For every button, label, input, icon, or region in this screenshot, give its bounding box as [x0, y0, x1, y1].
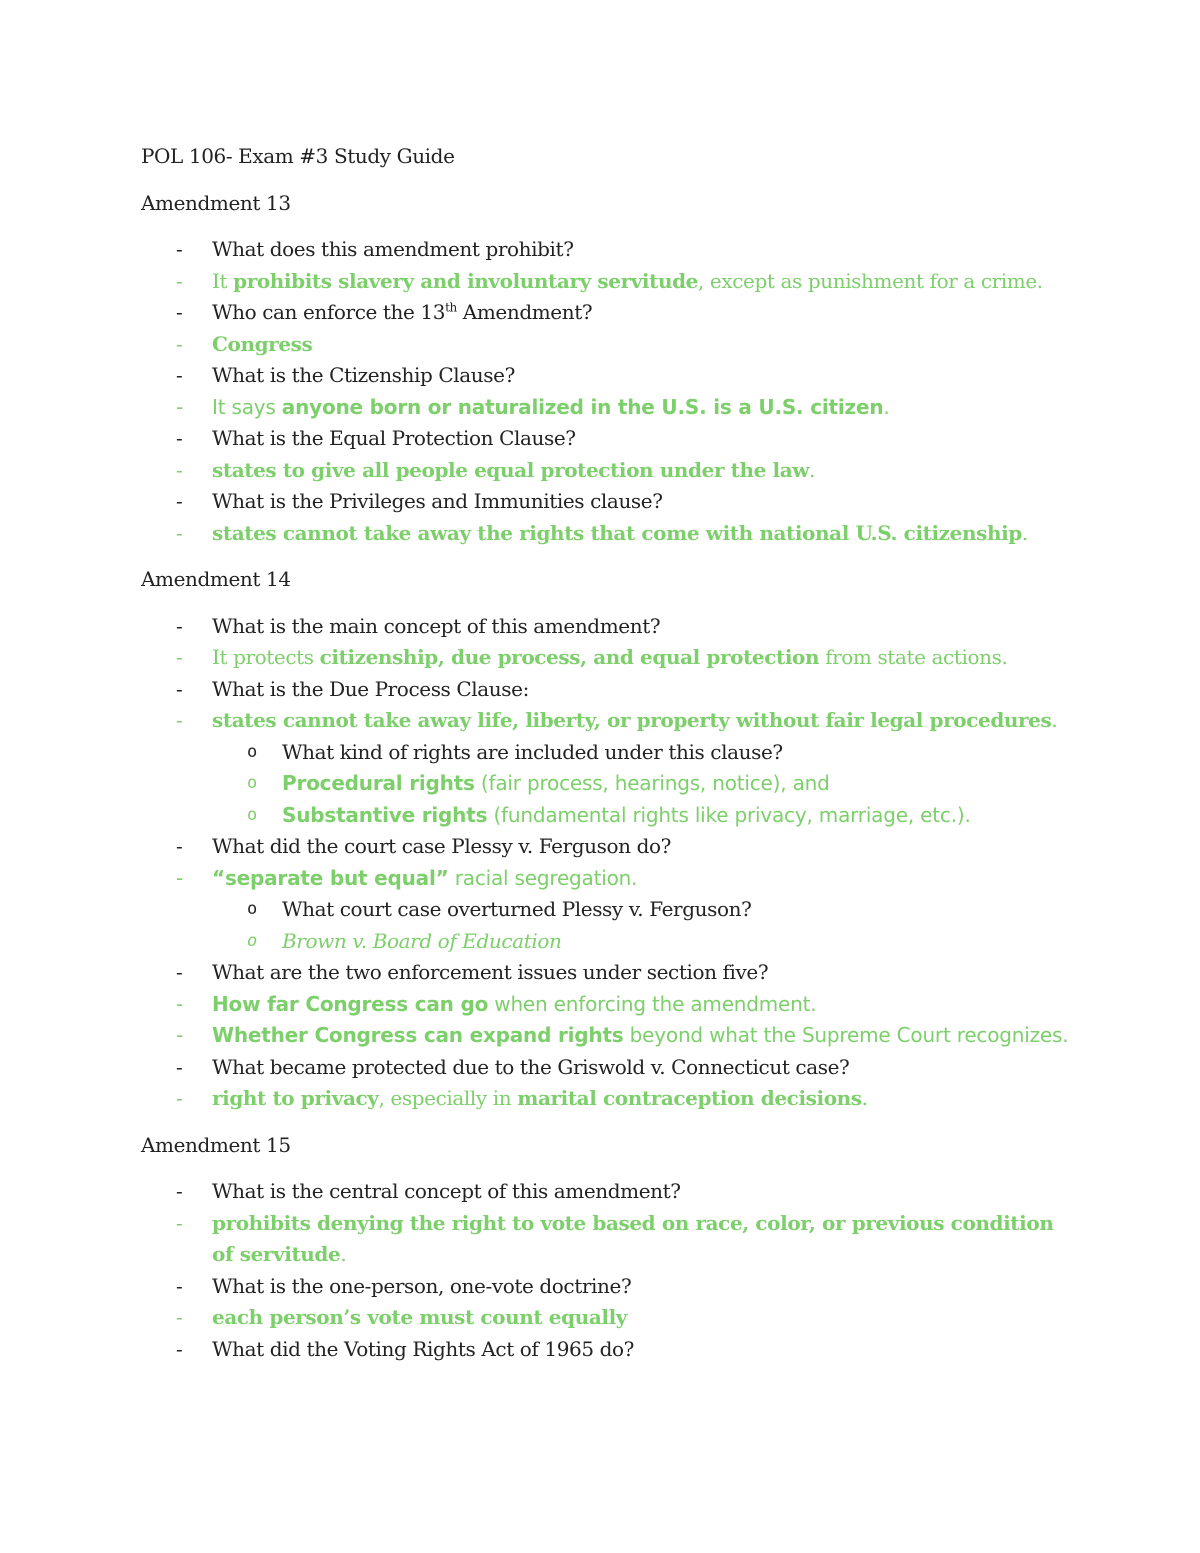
dash-bullet: -: [176, 1086, 183, 1110]
dash-bullet: -: [176, 676, 183, 701]
question-item: - What is the Privileges and Immunities clause?: [141, 486, 1071, 518]
answer-item: - states to give all people equal protection under the law.: [141, 455, 1071, 487]
circle-bullet: o: [247, 930, 257, 951]
dash-bullet: -: [176, 394, 184, 419]
dash-bullet: -: [176, 991, 184, 1016]
dash-bullet: -: [176, 1054, 183, 1079]
section-heading-amendment-13: Amendment 13: [141, 190, 291, 215]
dash-bullet: -: [176, 331, 183, 356]
sub-answer-item: o Brown v. Board of Education: [141, 926, 1071, 958]
dash-bullet: -: [176, 268, 183, 293]
dash-bullet: -: [176, 1305, 183, 1329]
answer-item: - Congress: [141, 329, 1071, 361]
dash-bullet: -: [176, 520, 183, 545]
question-item: - What are the two enforcement issues under section five?: [141, 957, 1071, 989]
section-heading-amendment-14: Amendment 14: [141, 567, 291, 591]
answer-item: - It prohibits slavery and involuntary servitude, except as punishment for a crime.: [141, 266, 1071, 298]
sub-answer-item: o Procedural rights (fair process, hearings, notice), and: [141, 768, 1071, 800]
question-item: - What did the court case Plessy v. Ferguson do?: [141, 831, 1071, 863]
question-item: - What is the Ctizenship Clause?: [141, 360, 1071, 392]
answer-item: - each person’s vote must count equally: [141, 1302, 1071, 1334]
answer-item: - How far Congress can go when enforcing the amendment.: [141, 989, 1071, 1021]
dash-bullet: -: [176, 865, 184, 890]
sub-answer-item: o Substantive rights (fundamental rights like privacy, marriage, etc.).: [141, 800, 1071, 832]
dash-bullet: -: [176, 645, 183, 669]
circle-bullet: o: [247, 773, 258, 793]
answer-item: - It says anyone born or naturalized in the U.S. is a U.S. citizen.: [141, 392, 1071, 424]
section-heading-amendment-15: Amendment 15: [141, 1132, 291, 1157]
circle-bullet: o: [247, 741, 257, 762]
dash-bullet: -: [176, 1210, 183, 1235]
section-amendment-13: [141, 234, 1071, 549]
answer-item: - right to privacy, especially in marital contraception decisions.: [141, 1083, 1071, 1115]
dash-bullet: -: [176, 1273, 183, 1298]
dash-bullet: -: [176, 300, 183, 324]
answer-item: - prohibits denying the right to vote based on race, color, or previous condition of servitude.: [141, 1208, 1071, 1271]
dash-bullet: -: [176, 363, 183, 387]
question-item: - What is the central concept of this amendment?: [141, 1176, 1071, 1208]
answer-item: - states cannot take away life, liberty, or property without fair legal procedures.: [141, 705, 1071, 737]
question-item: - What is the one-person, one-vote doctrine?: [141, 1271, 1071, 1303]
dash-bullet: -: [176, 834, 183, 858]
circle-bullet: o: [247, 899, 257, 919]
dash-bullet: -: [176, 489, 183, 513]
question-item: - What became protected due to the Griswold v. Connecticut case?: [141, 1052, 1071, 1084]
question-item: - What is the Due Process Clause:: [141, 674, 1071, 706]
study-guide: [141, 141, 1071, 1380]
question-item: - What does this amendment prohibit?: [141, 234, 1071, 266]
answer-item: - Whether Congress can expand rights beyond what the Supreme Court recognizes.: [141, 1020, 1071, 1052]
question-item: - What is the main concept of this amendment?: [141, 611, 1071, 643]
answer-item: - states cannot take away the rights that come with national U.S. citizenship.: [141, 518, 1071, 550]
dash-bullet: -: [176, 708, 183, 732]
sub-question-item: o What kind of rights are included under this clause?: [141, 737, 1071, 769]
answer-item: - “separate but equal” racial segregation.: [141, 863, 1071, 895]
dash-bullet: -: [176, 1336, 183, 1361]
question-item: - What is the Equal Protection Clause?: [141, 423, 1071, 455]
dash-bullet: -: [176, 1179, 183, 1203]
dash-bullet: -: [176, 457, 183, 482]
dash-bullet: -: [176, 613, 183, 638]
dash-bullet: -: [176, 426, 183, 450]
dash-bullet: -: [176, 1023, 184, 1047]
dash-bullet: -: [176, 237, 183, 261]
dash-bullet: -: [176, 960, 183, 984]
question-item: - Who can enforce the 13th Amendment?: [141, 297, 1071, 329]
circle-bullet: o: [247, 804, 258, 825]
answer-item: - It protects citizenship, due process, and equal protection from state actions.: [141, 642, 1071, 674]
section-amendment-14: [141, 611, 1071, 1115]
sub-question-item: o What court case overturned Plessy v. Ferguson?: [141, 894, 1071, 926]
section-amendment-15: [141, 1176, 1071, 1365]
question-item: - What did the Voting Rights Act of 1965 do?: [141, 1334, 1071, 1366]
document-title: POL 106- Exam #3 Study Guide: [141, 144, 455, 168]
